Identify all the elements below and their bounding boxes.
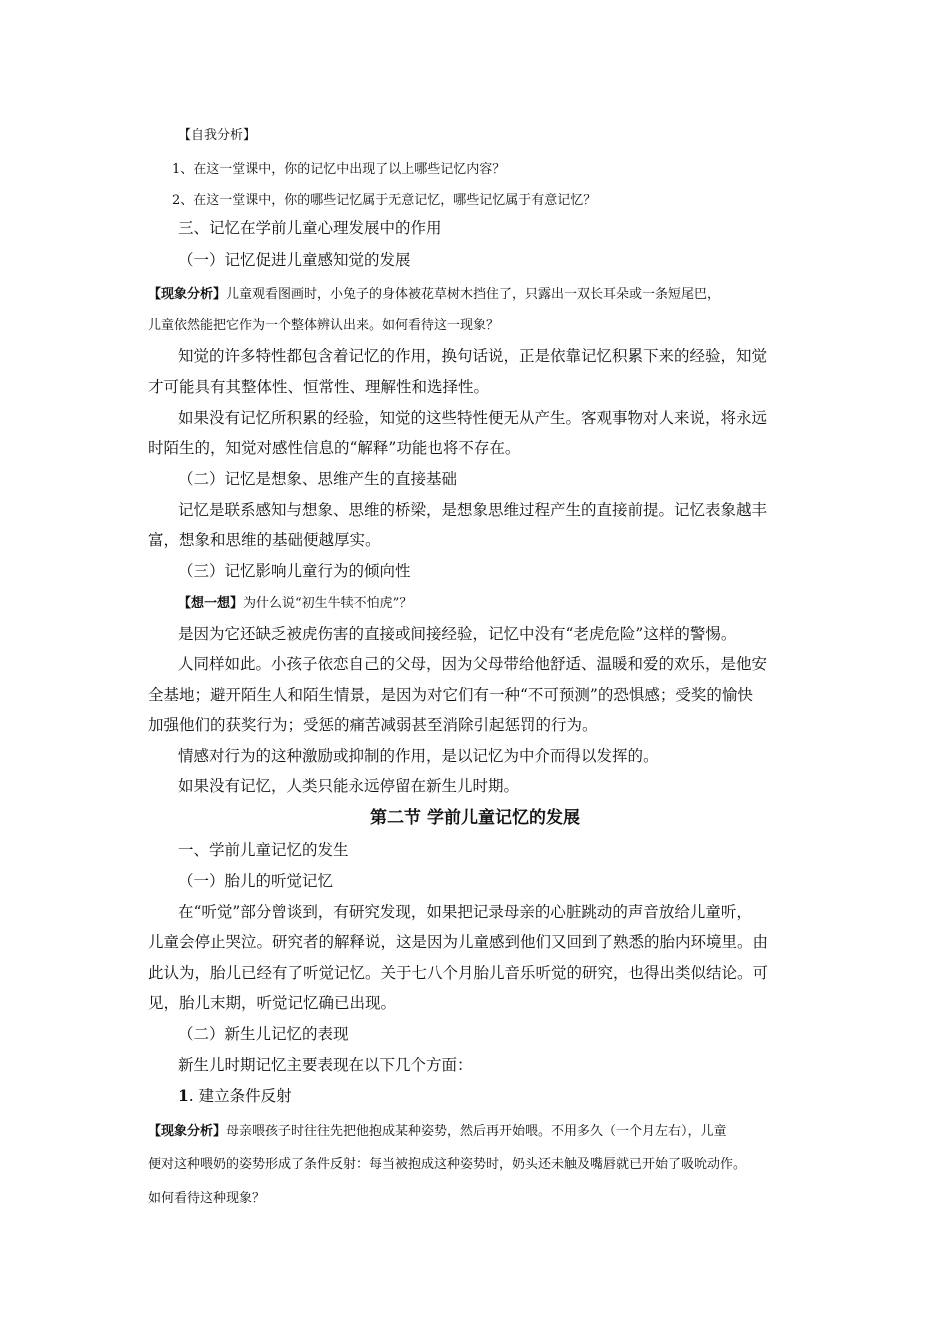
phenomenon-text: 儿童观看图画时，小兔子的身体被花草树木挡住了，只露出一双长耳朵或一条短尾巴，: [226, 287, 721, 302]
paragraph-line: 全基地；避开陌生人和陌生情景，是因为对它们有一种“不可预测”的恐惧感；受奖的愉快: [148, 686, 753, 704]
think-tag: 【想一想】: [178, 596, 244, 611]
question-1: 1、在这一堂课中，你的记忆中出现了以上哪些记忆内容？: [172, 162, 506, 177]
self-analysis-heading: 【自我分析】: [178, 128, 257, 143]
subsection-heading-2: （二）新生儿记忆的表现: [178, 1025, 349, 1043]
think-text: 为什么说“初生牛犊不怕虎”？: [243, 596, 413, 611]
subsection-heading-2: （二）记忆是想象、思维产生的直接基础: [178, 470, 458, 488]
think-about-it: [178, 592, 412, 611]
subsection-heading-1: （一）胎儿的听觉记忆: [178, 872, 334, 890]
paragraph-line: 时陌生的，知觉对感性信息的“解释”功能也将不存在。: [148, 439, 521, 457]
paragraph-line: 加强他们的获奖行为；受惩的痛苦减弱甚至消除引起惩罚的行为。: [148, 716, 598, 734]
paragraph-line: 记忆是联系感知与想象、思维的桥梁，是想象思维过程产生的直接前提。记忆表象越丰: [178, 501, 768, 519]
paragraph-line: 知觉的许多特性都包含着记忆的作用，换句话说，正是依靠记忆积累下来的经验，知觉: [178, 347, 768, 365]
question-2: 2、在这一堂课中，你的哪些记忆属于无意记忆，哪些记忆属于有意记忆？: [172, 193, 597, 208]
text-line: 便对这种喂奶的姿势形成了条件反射：每当被抱成这种姿势时，奶头还未触及嘴唇就已开始了吸吮动作。: [148, 1157, 747, 1172]
paragraph-line: 在“听觉”部分曾谈到，有研究发现，如果把记录母亲的心脏跳动的声音放给儿童听，: [178, 903, 752, 921]
phenomenon-analysis-1: [148, 283, 720, 302]
subsection-heading-1: （一）记忆促进儿童感知觉的发展: [178, 251, 411, 269]
phenomenon-analysis-2: [148, 1120, 727, 1139]
section-heading-1: 一、学前儿童记忆的发生: [178, 841, 349, 859]
subsection-heading-3: （三）记忆影响儿童行为的倾向性: [178, 562, 411, 580]
phenomenon-tag: 【现象分析】: [148, 1124, 227, 1139]
paragraph-line: 儿童会停止哭泣。研究者的解释说，这是因为儿童感到他们又回到了熟悉的胎内环境里。由: [148, 933, 769, 951]
paragraph-line: 如果没有记忆所积累的经验，知觉的这些特性便无从产生。客观事物对人来说，将永远: [178, 409, 768, 427]
paragraph-line: 情感对行为的这种激励或抑制的作用，是以记忆为中介而得以发挥的。: [178, 747, 659, 765]
section-heading-3: 三、记忆在学前儿童心理发展中的作用: [178, 219, 442, 237]
list-heading-text: . 建立条件反射: [188, 1087, 292, 1105]
paragraph-line: 才可能具有其整体性、恒常性、理解性和选择性。: [148, 378, 490, 396]
paragraph-line: 如果没有记忆，人类只能永远停留在新生儿时期。: [178, 777, 520, 795]
list-number: 1: [178, 1086, 189, 1105]
text-line: 儿童依然能把它作为一个整体辨认出来。如何看待这一现象？: [148, 318, 500, 333]
list-heading-1: [178, 1084, 292, 1106]
text-line: 如何看待这种现象？: [148, 1191, 266, 1206]
section-title: 第二节 学前儿童记忆的发展: [370, 808, 580, 828]
paragraph-line: 富，想象和思维的基础便越厚实。: [148, 531, 381, 549]
phenomenon-text: 母亲喂孩子时往往先把他抱成某种姿势，然后再开始喂。不用多久（一个月左右），儿童: [226, 1124, 727, 1139]
phenomenon-tag: 【现象分析】: [148, 287, 227, 302]
paragraph-line: 新生儿时期记忆主要表现在以下几个方面：: [178, 1056, 473, 1074]
paragraph-line: 人同样如此。小孩子依恋自己的父母，因为父母带给他舒适、温暖和爱的欢乐，是他安: [178, 655, 768, 673]
paragraph-line: 见，胎儿末期，听觉记忆确已出现。: [148, 994, 397, 1012]
paragraph-line: 此认为，胎儿已经有了听觉记忆。关于七八个月胎儿音乐听觉的研究，也得出类似结论。可: [148, 964, 769, 982]
paragraph-line: 是因为它还缺乏被虎伤害的直接或间接经验，记忆中没有“老虎危险”这样的警惕。: [178, 625, 737, 643]
